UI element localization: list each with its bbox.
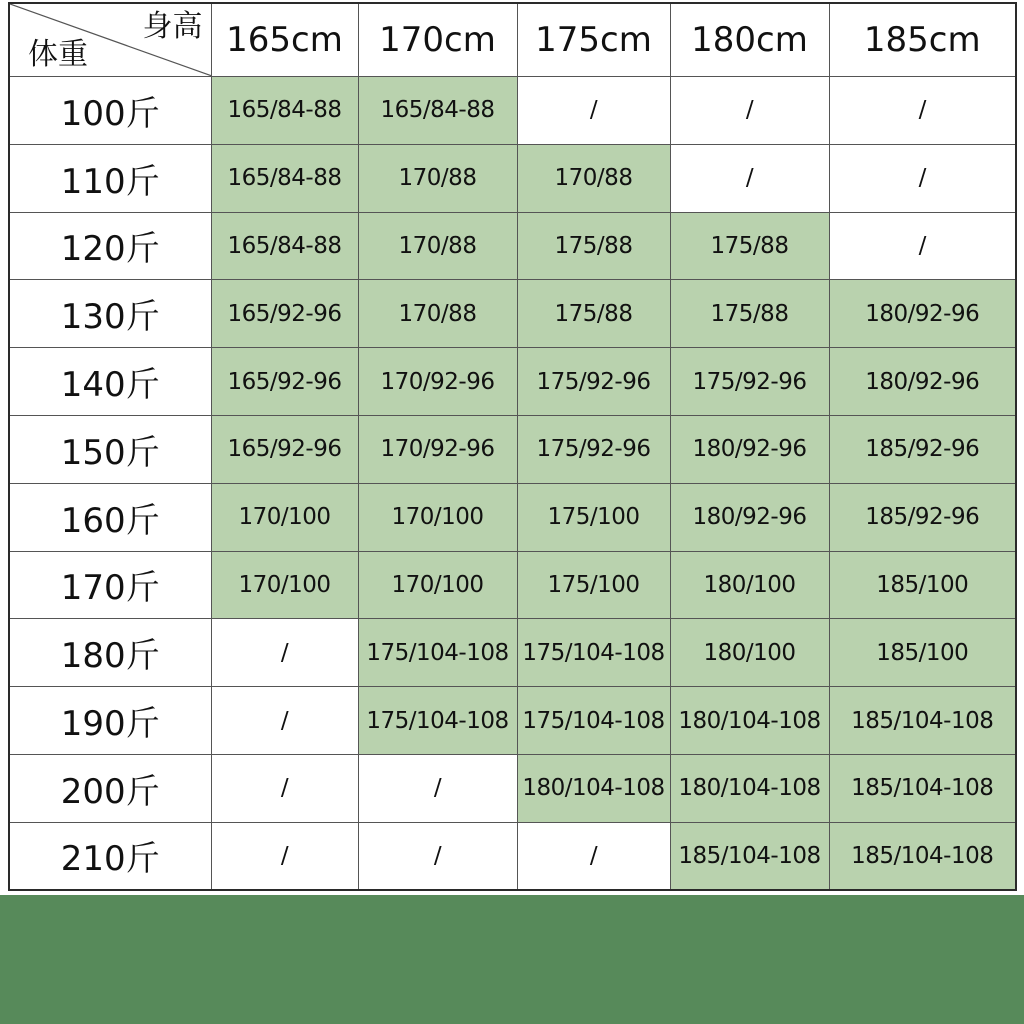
size-cell: 170/100: [211, 551, 358, 619]
size-cell-unavailable: /: [517, 822, 670, 890]
size-cell: 180/92-96: [670, 483, 829, 551]
size-cell: 180/100: [670, 551, 829, 619]
size-cell: 175/104-108: [517, 619, 670, 687]
table-row: [9, 348, 1016, 416]
size-cell: 165/84-88: [358, 77, 517, 145]
size-cell: 180/104-108: [670, 687, 829, 755]
column-header: 185cm: [829, 3, 1016, 77]
size-cell: 170/92-96: [358, 348, 517, 416]
size-cell-unavailable: /: [829, 77, 1016, 145]
weight-row-header: 210斤: [9, 822, 211, 890]
size-cell-unavailable: /: [829, 212, 1016, 280]
column-header: 170cm: [358, 3, 517, 77]
size-cell: 185/92-96: [829, 415, 1016, 483]
size-cell: 170/100: [358, 551, 517, 619]
size-cell-unavailable: /: [211, 822, 358, 890]
size-cell-unavailable: /: [670, 77, 829, 145]
size-cell: 170/88: [358, 144, 517, 212]
size-cell: 175/104-108: [517, 687, 670, 755]
size-cell-unavailable: /: [211, 619, 358, 687]
size-cell: 175/104-108: [358, 687, 517, 755]
size-cell: 170/88: [358, 212, 517, 280]
size-cell: 170/92-96: [358, 415, 517, 483]
table-row: [9, 77, 1016, 145]
size-cell: 185/104-108: [670, 822, 829, 890]
size-cell-unavailable: /: [829, 144, 1016, 212]
size-cell: 185/104-108: [829, 822, 1016, 890]
weight-row-header: 160斤: [9, 483, 211, 551]
height-axis-label: 身高: [142, 9, 203, 44]
table-row: [9, 483, 1016, 551]
weight-row-header: 110斤: [9, 144, 211, 212]
size-cell: 180/104-108: [517, 754, 670, 822]
size-cell: 185/104-108: [829, 754, 1016, 822]
weight-row-header: 100斤: [9, 77, 211, 145]
size-cell: 175/100: [517, 483, 670, 551]
bottom-color-band: [0, 895, 1024, 1024]
size-cell: 180/104-108: [670, 754, 829, 822]
size-cell: 165/92-96: [211, 348, 358, 416]
size-cell: 175/88: [670, 212, 829, 280]
header-row: [9, 3, 1016, 77]
size-cell: 175/88: [670, 280, 829, 348]
corner-header-cell: [9, 3, 211, 77]
size-cell: 175/92-96: [517, 415, 670, 483]
size-cell: 185/92-96: [829, 483, 1016, 551]
weight-row-header: 170斤: [9, 551, 211, 619]
size-cell: 165/84-88: [211, 77, 358, 145]
size-cell: 180/92-96: [829, 280, 1016, 348]
table-row: [9, 144, 1016, 212]
weight-row-header: 140斤: [9, 348, 211, 416]
size-cell-unavailable: /: [358, 754, 517, 822]
size-cell: 175/88: [517, 280, 670, 348]
size-cell: 180/100: [670, 619, 829, 687]
weight-row-header: 150斤: [9, 415, 211, 483]
size-cell: 175/88: [517, 212, 670, 280]
size-cell: 180/92-96: [829, 348, 1016, 416]
size-cell: 165/92-96: [211, 280, 358, 348]
size-cell: 185/100: [829, 551, 1016, 619]
table-row: [9, 212, 1016, 280]
size-cell-unavailable: /: [211, 687, 358, 755]
size-cell: 165/84-88: [211, 144, 358, 212]
table-row: [9, 687, 1016, 755]
column-header: 180cm: [670, 3, 829, 77]
size-cell: 180/92-96: [670, 415, 829, 483]
weight-row-header: 130斤: [9, 280, 211, 348]
size-cell: 165/92-96: [211, 415, 358, 483]
table-row: [9, 754, 1016, 822]
size-cell-unavailable: /: [358, 822, 517, 890]
size-chart-table: [8, 2, 1017, 891]
size-cell: 170/100: [358, 483, 517, 551]
table-body: [9, 77, 1016, 891]
table-row: [9, 619, 1016, 687]
size-cell: 165/84-88: [211, 212, 358, 280]
size-cell-unavailable: /: [211, 754, 358, 822]
size-cell-unavailable: /: [670, 144, 829, 212]
column-header: 165cm: [211, 3, 358, 77]
table-row: [9, 822, 1016, 890]
size-cell: 170/88: [517, 144, 670, 212]
weight-row-header: 180斤: [9, 619, 211, 687]
size-cell: 175/100: [517, 551, 670, 619]
size-cell: 185/100: [829, 619, 1016, 687]
size-cell-unavailable: /: [517, 77, 670, 145]
table-row: [9, 415, 1016, 483]
weight-row-header: 200斤: [9, 754, 211, 822]
size-cell: 175/92-96: [517, 348, 670, 416]
size-cell: 185/104-108: [829, 687, 1016, 755]
weight-row-header: 120斤: [9, 212, 211, 280]
table-row: [9, 280, 1016, 348]
table-row: [9, 551, 1016, 619]
weight-axis-label: 体重: [28, 37, 88, 72]
weight-row-header: 190斤: [9, 687, 211, 755]
size-cell: 175/104-108: [358, 619, 517, 687]
size-cell: 170/88: [358, 280, 517, 348]
column-header: 175cm: [517, 3, 670, 77]
size-cell: 170/100: [211, 483, 358, 551]
size-cell: 175/92-96: [670, 348, 829, 416]
